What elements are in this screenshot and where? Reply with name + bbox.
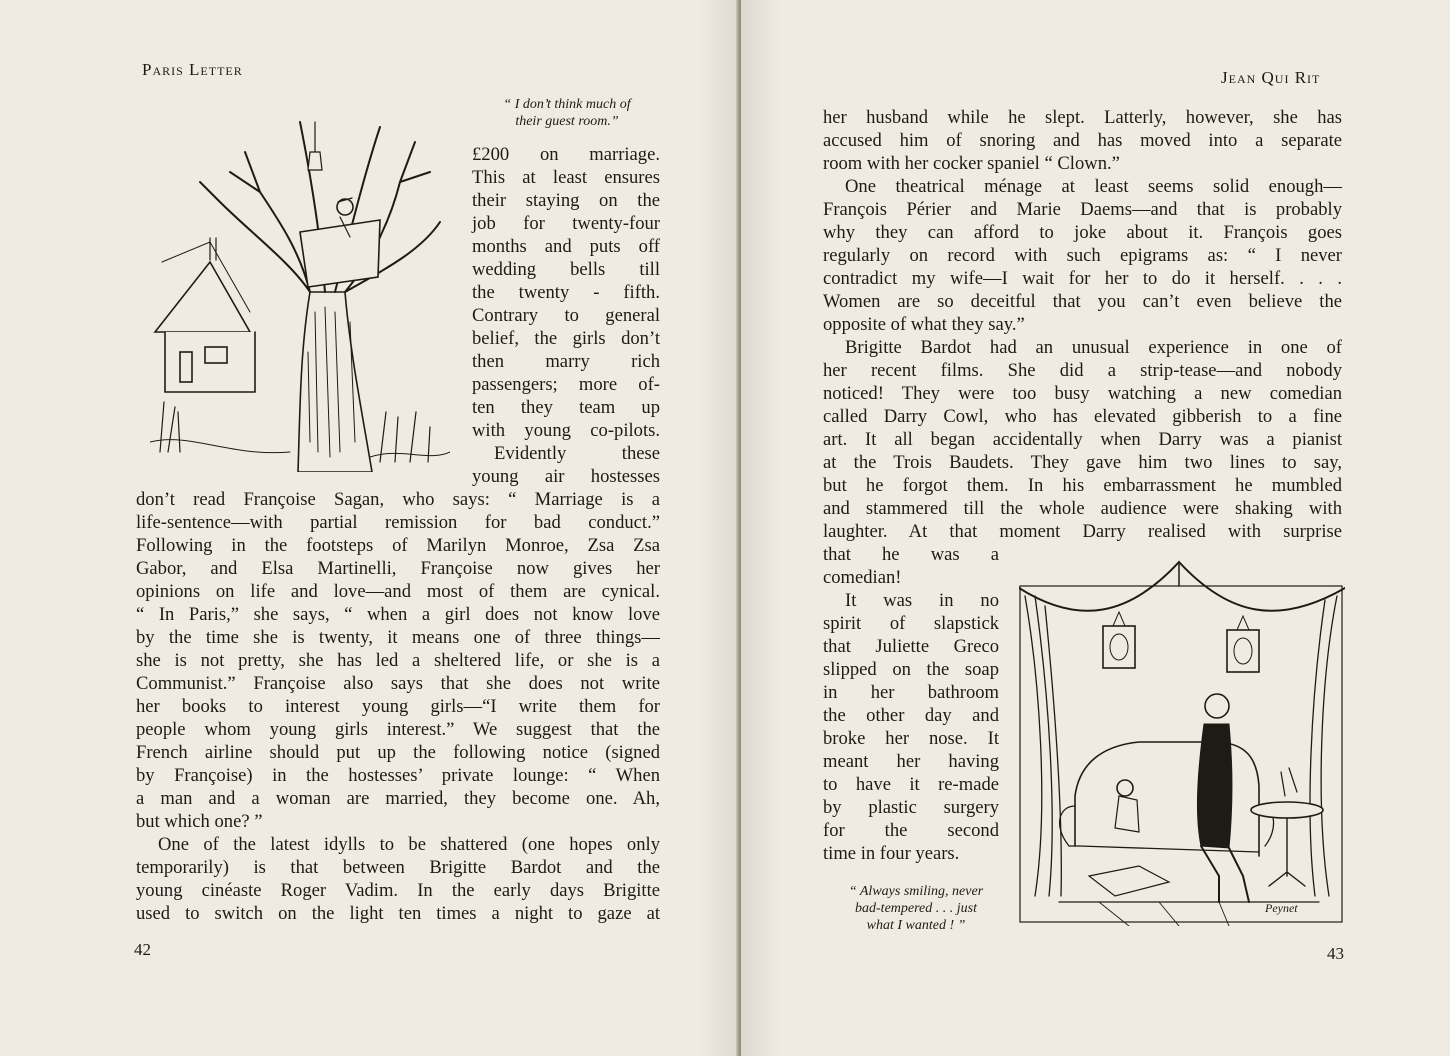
text-line: she is not pretty, she has led a sheltered life, or she is a [136,650,660,671]
illustration-caption: “ Always smiling, never bad-tempered . . . just what I wanted ! ” [848,884,984,933]
text-line: to have it re-made [823,774,999,795]
text-line: but he forgot them. In his embarrassment he mumbled [823,475,1342,496]
text-line: her books to interest young girls—“I write them for [136,696,660,717]
text-line: François Périer and Marie Daems—and that is probably [823,199,1342,220]
text-line: room with her cocker spaniel “ Clown.” [823,153,1120,174]
signature: Peynet [1265,901,1298,915]
page-number: 43 [1327,944,1344,963]
text-line: slipped on the soap [823,659,999,680]
text-line: Following in the footsteps of Marilyn Monroe, Zsa Zsa [136,535,660,556]
page-number: 42 [134,940,151,959]
text-line: the other day and [823,705,999,726]
text-line: but which one? ” [136,811,263,832]
text-line: don’t read Françoise Sagan, who says: “ Marriage is a [136,489,660,510]
text-line: used to switch on the light ten times a night to gaze at [136,903,660,924]
text-line: and stammered till the whole audience were shaking with [823,498,1342,519]
text-line: meant her having [823,751,999,772]
text-line: opinions on life and love—and most of them are cynical. [136,581,660,602]
text-line: young cinéaste Roger Vadim. In the early days Brigitte [136,880,660,901]
parlour-illustration [1019,556,1345,926]
text-line: comedian! [823,567,902,588]
text-line: their staying on the [472,190,660,211]
text-line: then marry rich [472,351,660,372]
text-line: £200 on marriage. [472,144,660,165]
text-line: Gabor, and Elsa Martinelli, Françoise now gives her [136,558,660,579]
text-line: by the time she is twenty, it means one of three things— [136,627,660,648]
text-line: in her bathroom [823,682,999,703]
text-line: Communist.” Françoise also says that she does not write [136,673,660,694]
text-line: Contrary to general [472,305,660,326]
text-line: One theatrical ménage at least seems solid enough— [845,176,1342,197]
text-line: time in four years. [823,843,960,864]
running-head: Jean Qui Rit [1221,68,1321,87]
text-line: It was in no [845,590,999,611]
text-line: opposite of what they say.” [823,314,1025,335]
text-line: life-sentence—with partial remission for bad conduct.” [136,512,660,533]
text-line: temporarily) is that between Brigitte Bardot and the [136,857,660,878]
text-line: art. It all began accidentally when Darry was a pianist [823,429,1342,450]
text-line: her husband while he slept. Latterly, however, she has [823,107,1342,128]
text-line: “ In Paris,” she says, “ when a girl does not know love [136,604,660,625]
illustration-caption: “ I don’t think much of their guest room.” [503,97,631,129]
text-line: called Darry Cowl, who has elevated gibberish to a fine [823,406,1342,427]
text-line: ten they team up [472,397,660,418]
text-line: by Françoise) in the hostesses’ private lounge: “ When [136,765,660,786]
text-line: a man and a woman are married, they become one. Ah, [136,788,660,809]
right-page [741,0,1450,1056]
text-line: Brigitte Bardot had an unusual experience in one of [845,337,1342,358]
text-line: that Juliette Greco [823,636,999,657]
text-line: job for twenty-four [472,213,660,234]
text-line: the twenty - fifth. [472,282,660,303]
text-line: One of the latest idylls to be shattered (one hopes only [158,834,660,855]
text-line: young air hostesses [472,466,660,487]
text-line: people whom young girls interest.” We suggest that the [136,719,660,740]
text-line: Evidently these [494,443,660,464]
running-head: Paris Letter [142,60,243,79]
text-line: noticed! They were too busy watching a new comedian [823,383,1342,404]
text-line: This at least ensures [472,167,660,188]
text-line: belief, the girls don’t [472,328,660,349]
text-line: months and puts off [472,236,660,257]
text-line: passengers; more of- [472,374,660,395]
text-line: regularly on record with such epigrams as: “ I never [823,245,1342,266]
tree-house-illustration [150,112,450,472]
text-line: why they can afford to joke about it. François goes [823,222,1342,243]
text-line: for the second [823,820,999,841]
text-line: by plastic surgery [823,797,999,818]
text-line: with young co-pilots. [472,420,660,441]
text-line: that he was a [823,544,999,565]
text-line: laughter. At that moment Darry realised with surprise [823,521,1342,542]
text-line: spirit of slapstick [823,613,999,634]
text-line: her recent films. She did a strip-tease—and nobody [823,360,1342,381]
text-line: wedding bells till [472,259,660,280]
text-line: Women are so deceitful that you can’t even believe the [823,291,1342,312]
text-line: French airline should put up the following notice (signed [136,742,660,763]
text-line: accused him of snoring and has moved into a separate [823,130,1342,151]
text-line: broke her nose. It [823,728,999,749]
text-line: at the Trois Baudets. They gave him two lines to say, [823,452,1342,473]
text-line: contradict my wife—I wait for her to do it herself. . . . [823,268,1342,289]
